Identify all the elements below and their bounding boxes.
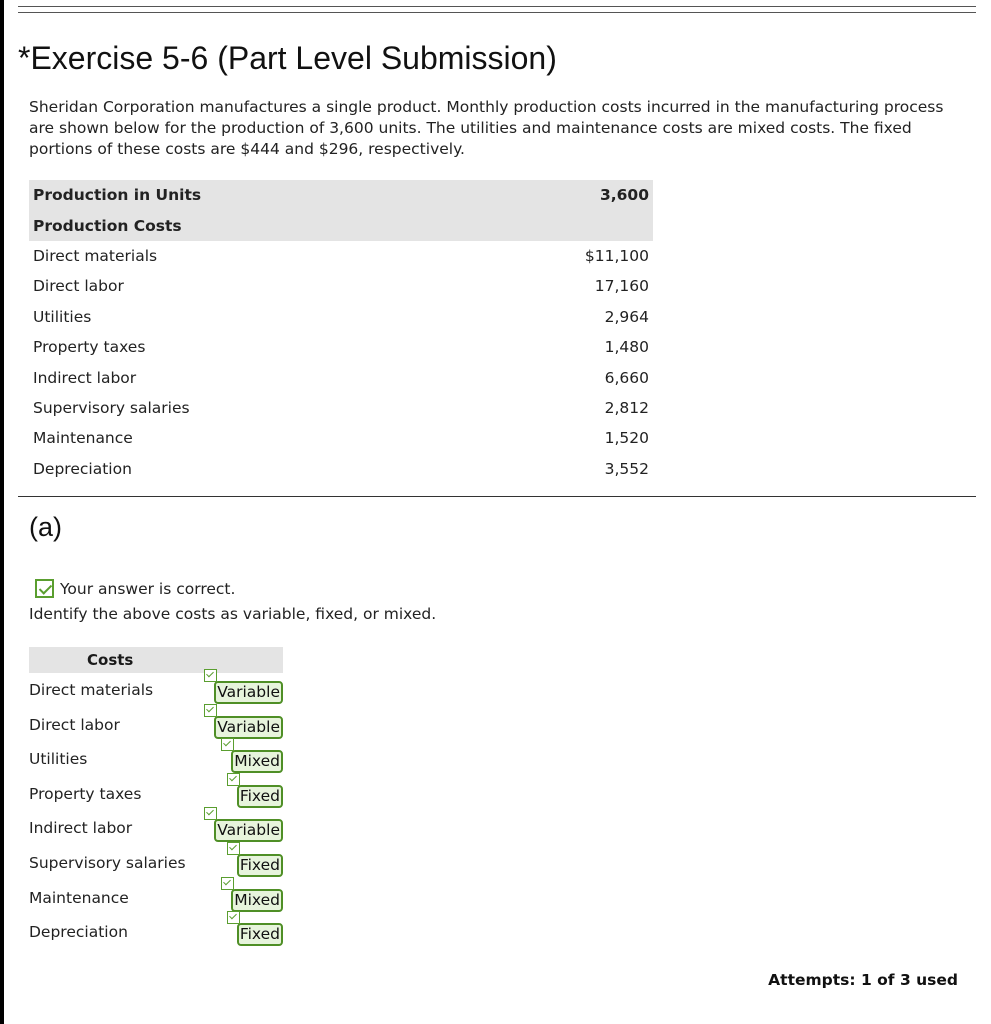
table-row	[29, 393, 653, 423]
table-header	[29, 180, 653, 241]
classification-header: Costs	[29, 647, 283, 673]
instruction-text: Identify the above costs as variable, fixed, or mixed.	[29, 605, 437, 623]
cost-item-label: Maintenance	[29, 888, 129, 907]
units-value: 3,600	[599, 186, 649, 205]
answer-cell	[227, 854, 283, 877]
answer-cell	[204, 681, 283, 704]
answer-select[interactable]: Fixed	[237, 854, 283, 877]
cost-item-label: Indirect labor	[29, 819, 133, 838]
cost-value: 2,964	[604, 307, 649, 326]
cost-label: Maintenance	[33, 429, 133, 448]
checkmark-icon	[35, 579, 54, 598]
cost-value: 6,660	[604, 368, 649, 387]
answer-select[interactable]: Variable	[214, 681, 283, 704]
classification-row	[29, 915, 283, 950]
cost-value: 2,812	[604, 398, 649, 417]
classification-row	[29, 881, 283, 916]
answer-cell	[204, 819, 283, 842]
cost-value: 1,520	[604, 429, 649, 448]
answer-cell	[221, 750, 283, 773]
section-divider	[18, 496, 976, 497]
top-divider	[18, 6, 976, 13]
table-row	[29, 423, 653, 453]
check-icon	[221, 877, 234, 890]
cost-item-label: Property taxes	[29, 784, 142, 803]
cost-rows	[29, 241, 653, 484]
classification-table	[29, 647, 283, 950]
left-border	[0, 0, 4, 1024]
answer-cell	[221, 889, 283, 912]
cost-label: Depreciation	[33, 459, 132, 478]
cost-label: Property taxes	[33, 338, 146, 357]
table-row	[29, 362, 653, 392]
answer-select[interactable]: Variable	[214, 716, 283, 739]
problem-description: Sheridan Corporation manufactures a single product. Monthly production costs incurred in the manufacturing process are shown below for the production of 3,600 units. The utilities and maintenance costs are mixed costs. The fixed portions of these costs are $444 and $296, respectively.	[29, 98, 944, 158]
table-row	[29, 332, 653, 362]
check-icon	[221, 738, 234, 751]
cost-value: 1,480	[604, 338, 649, 357]
cost-label: Direct labor	[33, 277, 124, 296]
units-label: Production in Units	[33, 186, 202, 205]
classification-row	[29, 708, 283, 743]
cost-label: Direct materials	[33, 246, 158, 265]
cost-label: Indirect labor	[33, 368, 137, 387]
table-row	[29, 302, 653, 332]
answer-cell	[227, 785, 283, 808]
check-icon	[204, 704, 217, 717]
answer-status	[35, 579, 235, 598]
costs-heading-row	[29, 210, 653, 240]
production-costs-table	[29, 180, 653, 484]
check-icon	[204, 807, 217, 820]
check-icon	[227, 911, 240, 924]
classification-row	[29, 742, 283, 777]
units-row	[29, 180, 653, 210]
answer-cell	[227, 923, 283, 946]
cost-item-label: Utilities	[29, 750, 88, 769]
cost-label: Utilities	[33, 307, 92, 326]
table-row	[29, 454, 653, 484]
part-label: (a)	[29, 512, 62, 542]
cost-item-label: Direct materials	[29, 681, 154, 699]
table-row	[29, 241, 653, 271]
cost-item-label: Depreciation	[29, 923, 128, 942]
table-row	[29, 271, 653, 301]
classification-row	[29, 846, 283, 881]
status-text: Your answer is correct.	[60, 579, 236, 598]
answer-select[interactable]: Variable	[214, 819, 283, 842]
page-title: *Exercise 5-6 (Part Level Submission)	[18, 40, 557, 76]
cost-value: $11,100	[584, 246, 649, 265]
answer-select[interactable]: Mixed	[231, 889, 283, 912]
cost-value: 3,552	[604, 459, 649, 478]
cost-value: 17,160	[594, 277, 649, 296]
check-icon	[204, 669, 217, 682]
answer-select[interactable]: Mixed	[231, 750, 283, 773]
answer-select[interactable]: Fixed	[237, 923, 283, 946]
attempts-counter: Attempts: 1 of 3 used	[768, 971, 958, 989]
answer-select[interactable]: Fixed	[237, 785, 283, 808]
cost-label: Supervisory salaries	[33, 398, 190, 417]
costs-heading: Production Costs	[33, 216, 182, 235]
classification-row	[29, 777, 283, 812]
answer-rows	[29, 673, 283, 950]
classification-row	[29, 673, 283, 708]
cost-item-label: Supervisory salaries	[29, 853, 186, 872]
check-icon	[227, 773, 240, 786]
cost-item-label: Direct labor	[29, 715, 120, 734]
answer-cell	[204, 716, 283, 739]
classification-row	[29, 811, 283, 846]
check-icon	[227, 842, 240, 855]
